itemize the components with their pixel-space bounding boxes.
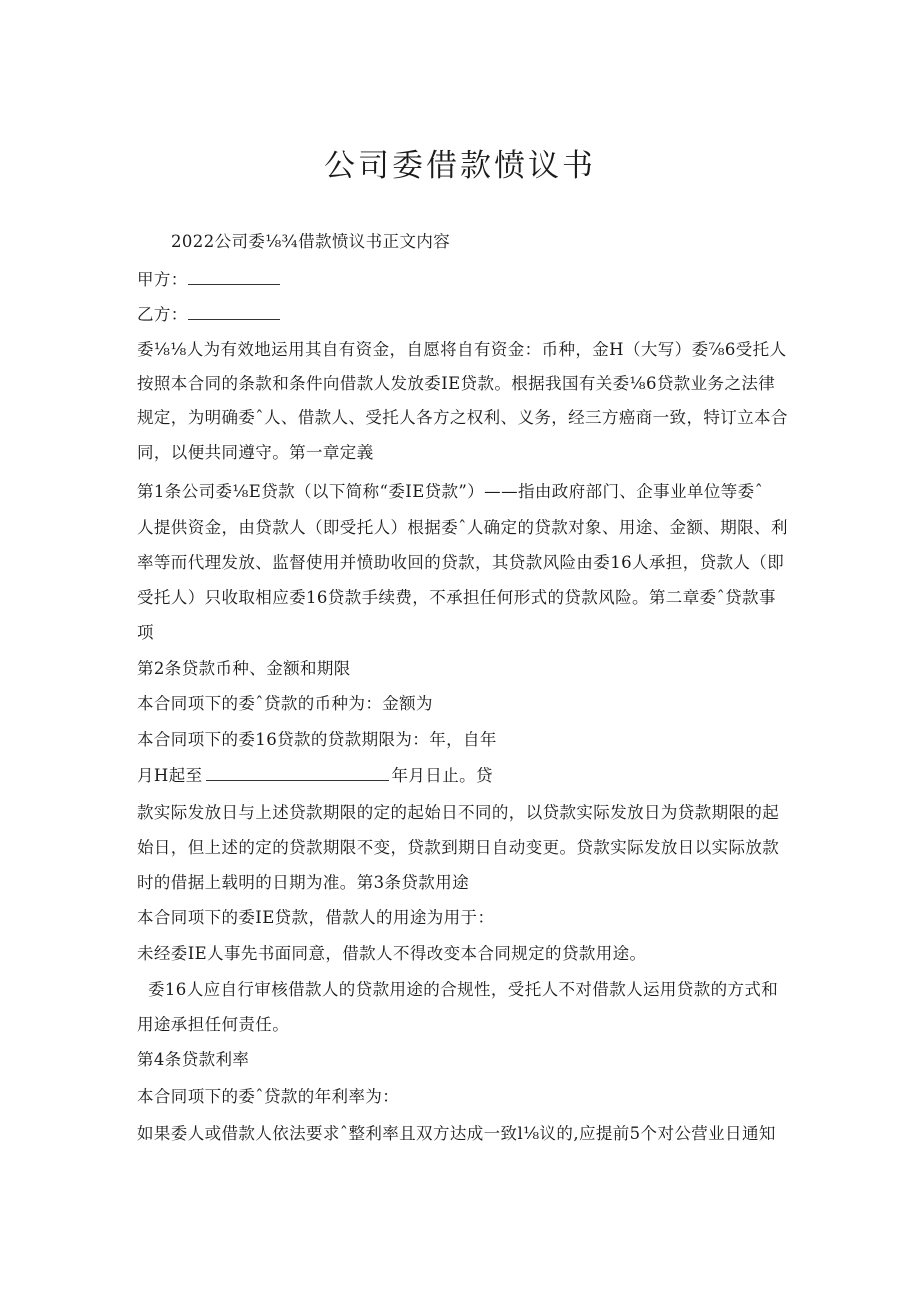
paragraph-line: 同，以便共同遵守。第一章定義 [137, 443, 374, 462]
paragraph-line: 用途承担任何责任。 [137, 1015, 290, 1034]
paragraph-line: 按照本合同的条款和条件向借款人发放委IE贷款。根据我国有关委⅛6贷款业务之法律 [137, 374, 776, 393]
document-title: 公司委借款愤议书 [324, 148, 596, 184]
paragraph-line [137, 764, 493, 788]
paragraph-line: 率等而代理发放、监督使用并愤助收回的贷款，其贷款风险由委16人承担，贷款人（即 [137, 553, 785, 572]
document-subtitle: 2022公司委⅛¾借款愤议书正文内容 [171, 232, 451, 251]
party-b-label: 乙方： [137, 305, 188, 324]
party-a-blank [188, 268, 280, 285]
party-b-line [137, 303, 280, 327]
paragraph-line: 本合同项下的委ˆ贷款的币种为：金额为 [137, 694, 433, 713]
date-blank [206, 764, 389, 781]
paragraph-line: 规定，为明确委ˆ人、借款人、受托人各方之权利、义务，经三方癌商一致，特订立本合 [137, 408, 788, 427]
date-prefix: 月H起至 [137, 766, 203, 785]
paragraph-line: 款实际发放日与上述贷款期限的定的起始日不同的，以贷款实际发放日为贷款期限的起 [137, 803, 780, 822]
paragraph-line: 本合同项下的委16贷款的贷款期限为：年，自年 [137, 730, 497, 749]
paragraph-line: 第1条公司委⅛E贷款（以下简称“委IE贷款”）——指由政府部门、企事业单位等委ˆ [137, 482, 764, 501]
article-4-title: 第4条贷款利率 [137, 1050, 250, 1069]
paragraph-line: 如果委人或借款人依法要求ˆ整利率且双方达成一致l⅛议的,应提前5个对公营业日通知 [137, 1124, 776, 1143]
paragraph-line: 人提供资金，由贷款人（即受托人）根据委ˆ人确定的贷款对象、用途、金额、期限、利 [137, 518, 788, 537]
paragraph-line: 时的借据上载明的日期为准。第3条贷款用途 [137, 873, 469, 892]
paragraph-line: 委16人应自行审核借款人的贷款用途的合规性，受托人不对借款人运用贷款的方式和 [148, 980, 779, 999]
paragraph-line: 本合同项下的委ˆ贷款的年利率为： [137, 1087, 400, 1106]
party-a-line [137, 268, 280, 292]
paragraph-line: 委⅛⅛人为有效地运用其自有资金，自愿将自有资金：币种，金H（大写）委⅞6受托人 [137, 340, 787, 359]
paragraph-line: 始日，但上述的定的贷款期限不变，贷款到期日自动变更。贷款实际发放日以实际放款 [137, 838, 780, 857]
date-suffix: 年月日止。贷 [391, 766, 493, 785]
article-2-title: 第2条贷款币种、金额和期限 [137, 659, 351, 678]
paragraph-line: 未经委IE人事先书面同意，借款人不得改变本合同规定的贷款用途。 [137, 944, 647, 963]
party-a-label: 甲方： [137, 270, 188, 289]
paragraph-line: 受托人）只收取相应委16贷款手续费，不承担任何形式的贷款风险。第二章委ˆ贷款事 [137, 588, 776, 607]
party-b-blank [188, 303, 280, 320]
paragraph-line: 本合同项下的委IE贷款，借款人的用途为用于： [137, 908, 495, 927]
paragraph-line: 项 [137, 623, 154, 642]
